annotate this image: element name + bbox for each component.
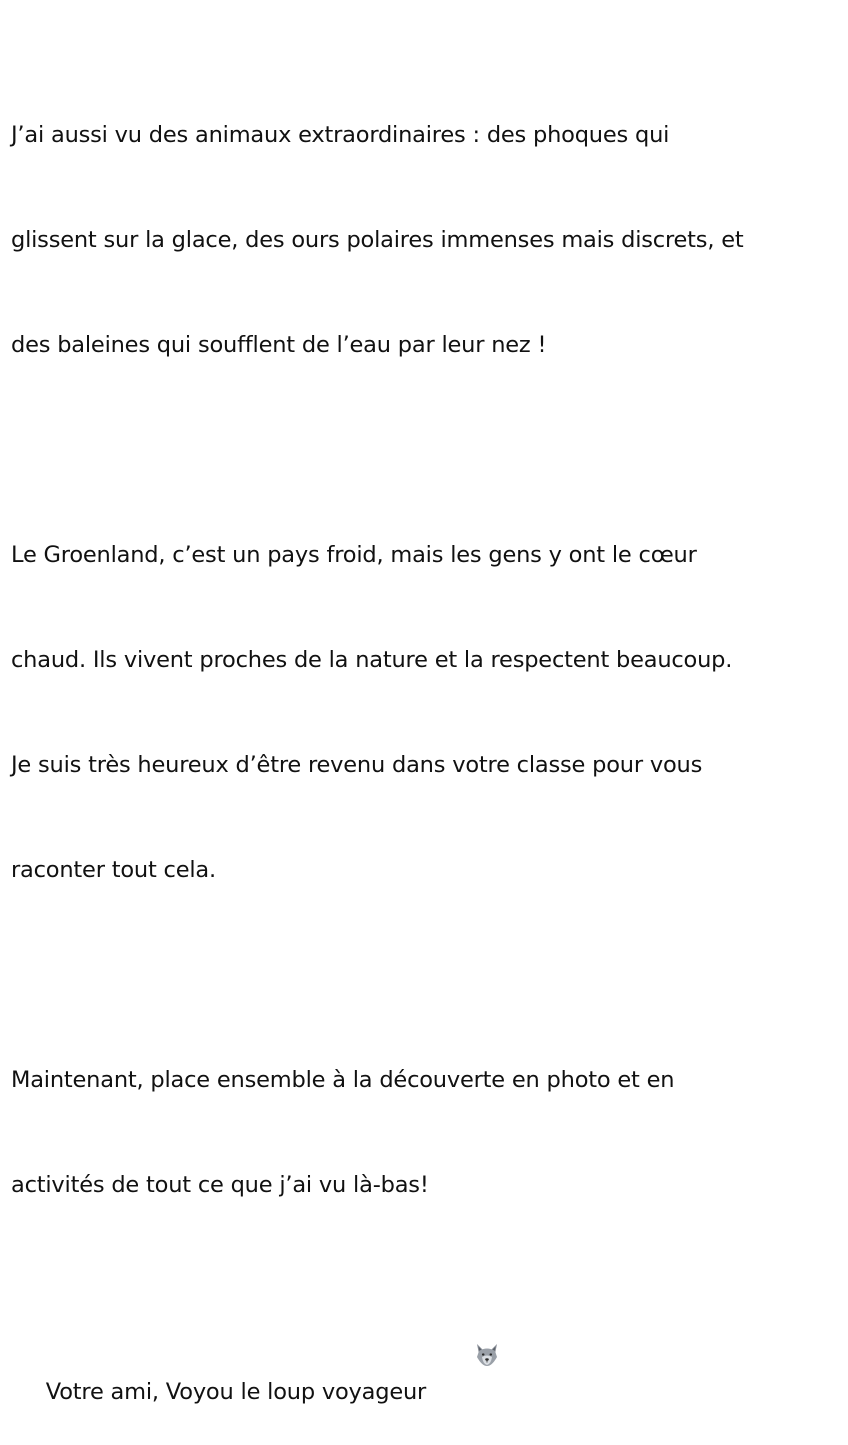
wolf-face-icon bbox=[432, 1308, 458, 1332]
paragraph-line: glissent sur la glace, des ours polaires immenses mais discrets, et bbox=[11, 227, 744, 253]
letter-page bbox=[11, 48, 841, 1445]
paragraph-line: raconter tout cela. bbox=[11, 857, 216, 883]
paragraph-line: activités de tout ce que j’ai vu là-bas! bbox=[11, 1172, 429, 1198]
signature-text: Votre ami, Voyou le loup voyageur bbox=[38, 1379, 427, 1405]
paragraph-closing bbox=[11, 993, 841, 1273]
signature bbox=[11, 1273, 841, 1445]
paragraph-line: Le Groenland, c’est un pays froid, mais les gens y ont le cœur bbox=[11, 542, 697, 568]
paragraph-line: J’ai aussi vu des animaux extraordinaires : des phoques qui bbox=[11, 122, 670, 148]
paragraph-line: Maintenant, place ensemble à la découverte en photo et en bbox=[11, 1067, 675, 1093]
paragraph-greenland bbox=[11, 468, 841, 958]
paragraph-line: des baleines qui soufflent de l’eau par leur nez ! bbox=[11, 332, 547, 358]
paragraph-line: Je suis très heureux d’être revenu dans votre classe pour vous bbox=[11, 752, 703, 778]
paragraph-line: chaud. Ils vivent proches de la nature et la respectent beaucoup. bbox=[11, 647, 733, 673]
paragraph-animals bbox=[11, 48, 841, 433]
